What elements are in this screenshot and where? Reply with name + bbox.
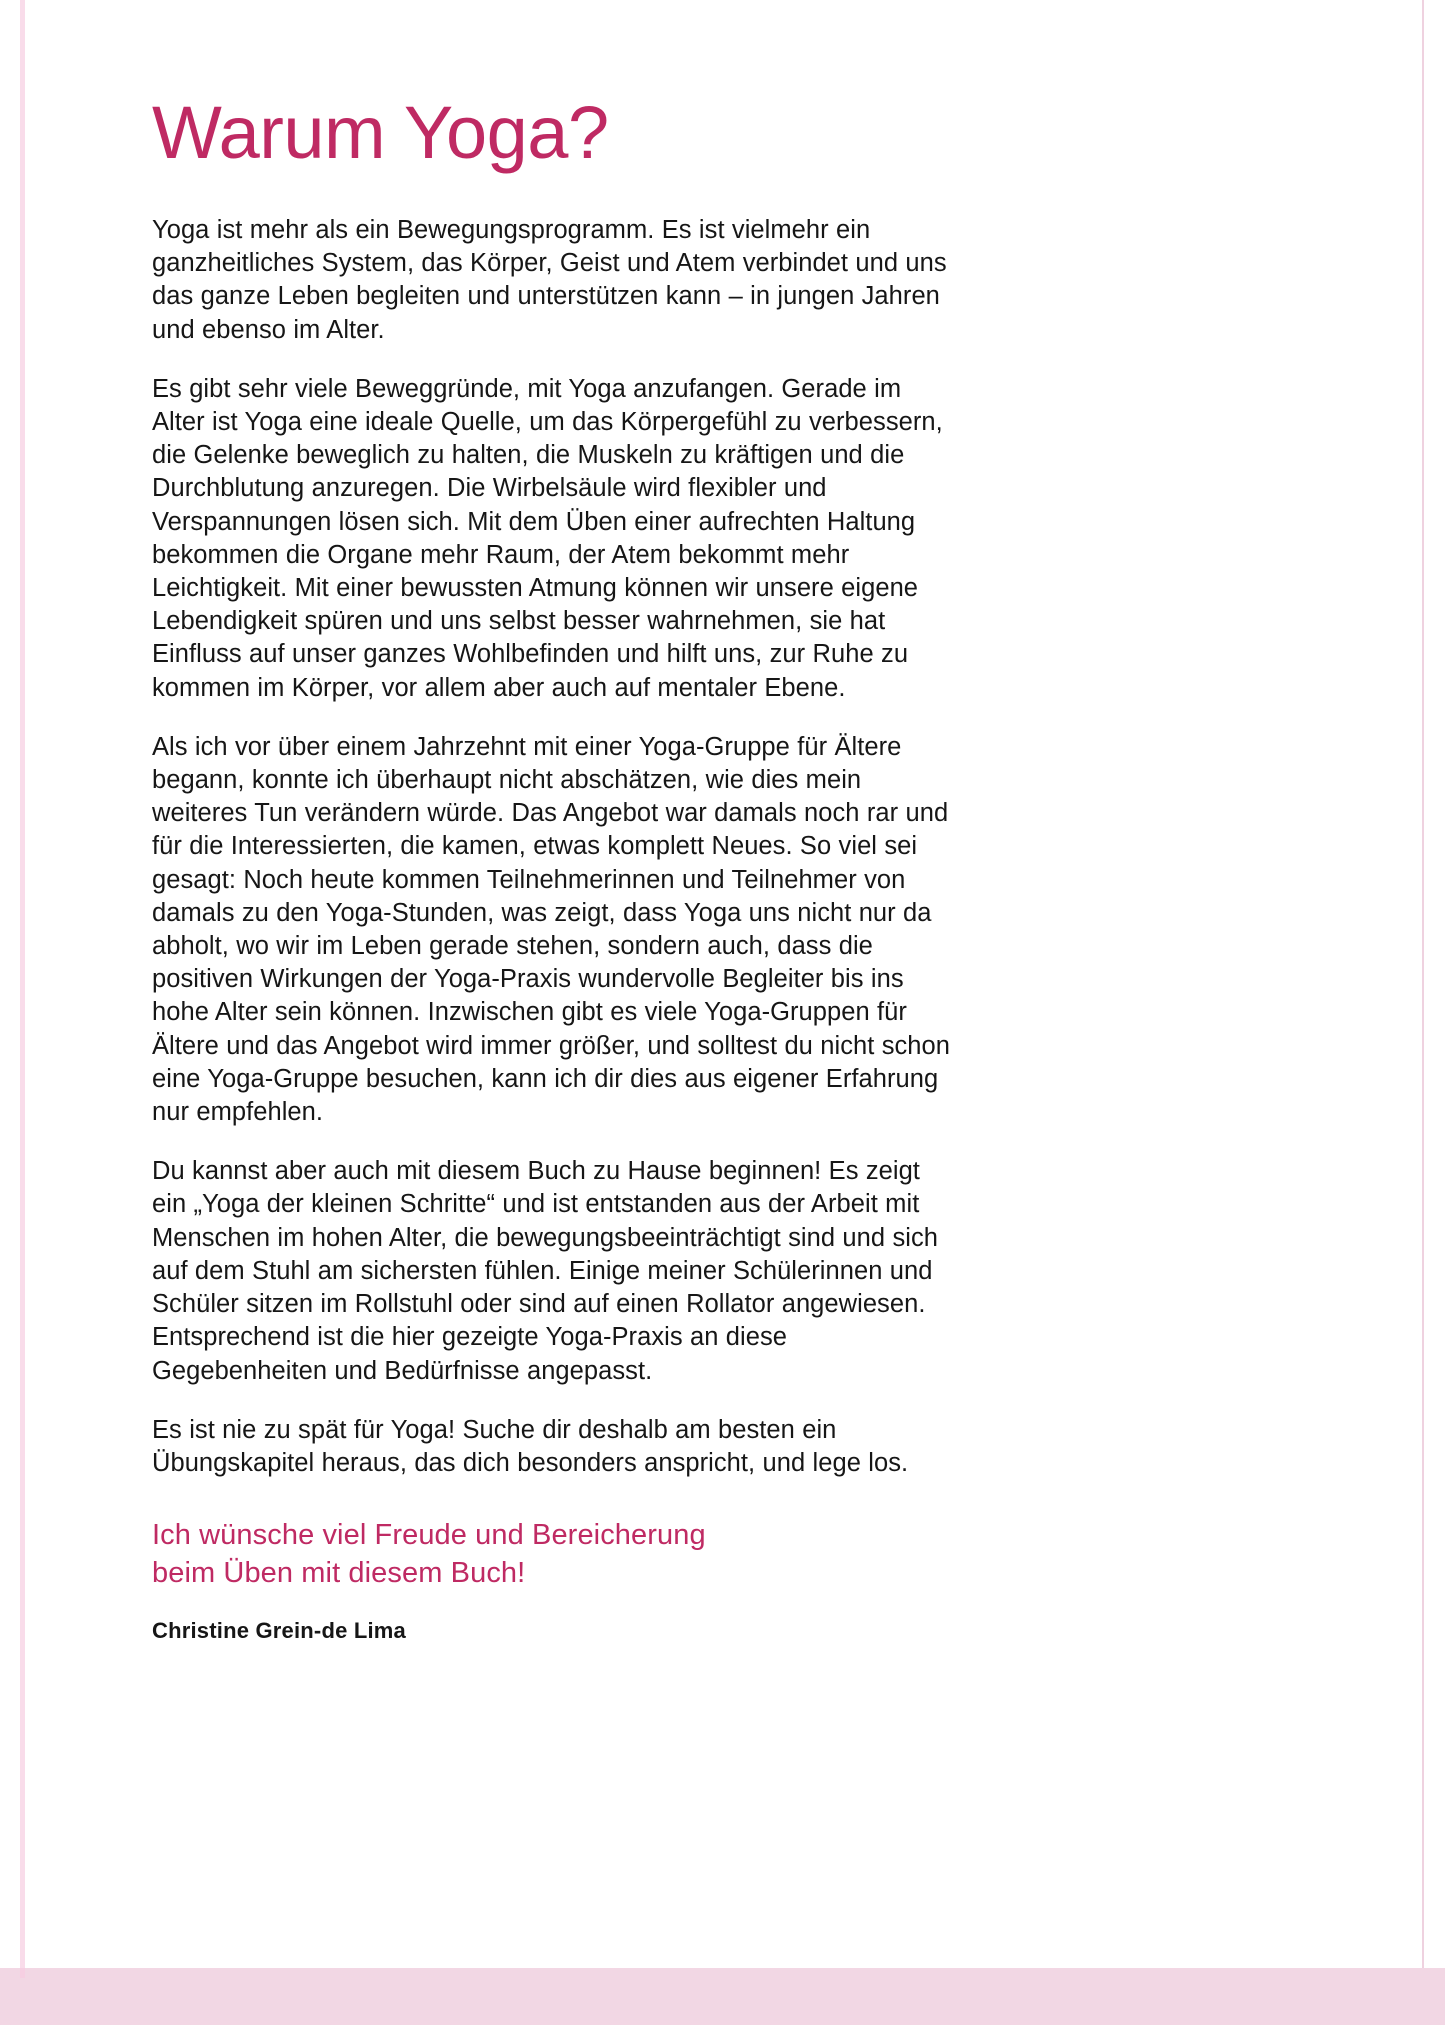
paragraph-2: Es gibt sehr viele Beweggründe, mit Yoga anzufangen. Gerade im Alter ist Yoga eine ideale Quelle, um das Körpergefühl zu verbessern, die Gelenke beweglich zu halten, die Muskeln zu kräftigen und die Durchblutung anzuregen. Die Wirbelsäule wird flexibler und Verspannungen lösen sich. Mit dem Üben einer aufrechten Haltung bekommen die Organe mehr Raum, der Atem bekommt mehr Leichtigkeit. Mit einer bewussten Atmung können wir unsere eigene Lebendigkeit spüren und uns selbst besser wahrnehmen, sie hat Einfluss auf unser ganzes Wohlbefinden und hilft uns, zur Ruhe zu kommen im Körper, vor allem aber auch auf mentaler Ebene. <box>152 374 943 702</box>
left-edge-stripe <box>20 0 25 1968</box>
paragraph-5: Es ist nie zu spät für Yoga! Suche dir deshalb am besten ein Übungskapitel heraus, das dich besonders anspricht, und lege los. <box>152 1415 909 1477</box>
paragraph-4: Du kannst aber auch mit diesem Buch zu Hause beginnen! Es zeigt ein „Yoga der kleinen Schritte“ und ist entstanden aus der Arbeit mit Menschen im hohen Alter, die bewegungsbeeinträchtigt sind und sich auf dem Stuhl am sichersten fühlen. Einige meiner Schülerinnen und Schüler sitzen im Rollstuhl oder sind auf einen Rollator angewiesen. Entsprechend ist die hier gezeigte Yoga-Praxis an diese Gegebenheiten und Bedürfnisse angepasst. <box>152 1157 938 1385</box>
right-edge-line <box>1422 0 1424 1968</box>
author-signature: Christine Grein-de Lima <box>152 1618 406 1644</box>
body-text-block <box>152 214 958 1480</box>
paragraph-1: Yoga ist mehr als ein Bewegungsprogramm. Es ist vielmehr ein ganzheitliches System, das Körper, Geist und Atem verbindet und uns das ganze Leben begleiten und unterstützen kann – in jungen Jahren und ebenso im Alter. <box>152 216 947 344</box>
bottom-edge-band <box>0 1968 1445 2025</box>
closing-heading-line-1: Ich wünsche viel Freude und Bereicherung <box>152 1519 706 1552</box>
page-title: Warum Yoga? <box>152 91 609 174</box>
bottom-edge-band-accent <box>20 1968 25 1978</box>
paragraph-3: Als ich vor über einem Jahrzehnt mit einer Yoga-Gruppe für Ältere begann, konnte ich überhaupt nicht abschätzen, wie dies mein weiteres Tun verändern würde. Das Angebot war damals noch rar und für die Interessierten, die kamen, etwas komplett Neues. So viel sei gesagt: Noch heute kommen Teilnehmerinnen und Teilnehmer von damals zu den Yoga-Stunden, was zeigt, dass Yoga uns nicht nur da abholt, wo wir im Leben gerade stehen, sondern auch, dass die positiven Wirkungen der Yoga-Praxis wundervolle Begleiter bis ins hohe Alter sein können. Inzwischen gibt es viele Yoga-Gruppen für Ältere und das Angebot wird immer größer, und solltest du nicht schon eine Yoga-Gruppe besuchen, kann ich dir dies aus eigener Erfahrung nur empfehlen. <box>152 732 950 1127</box>
page-content <box>152 0 958 1646</box>
closing-heading-line-2: beim Üben mit diesem Buch! <box>152 1557 526 1590</box>
closing-heading <box>152 1480 958 1592</box>
